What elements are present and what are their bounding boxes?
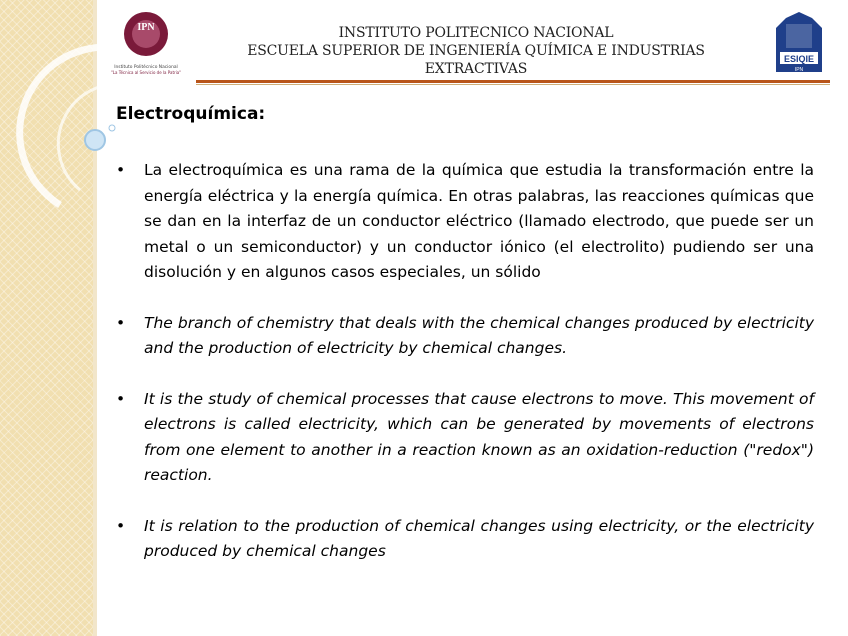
bullet-icon: • xyxy=(116,389,126,408)
bullet-text: The branch of chemistry that deals with the chemical changes produced by electricity and the production of electricity by chemical changes. xyxy=(144,313,814,357)
slide-header xyxy=(96,0,848,86)
ipn-logo-caption-2: "La Técnica al Servicio de la Patria" xyxy=(110,70,182,75)
ipn-logo-icon xyxy=(102,8,192,78)
bullet-icon: • xyxy=(116,516,126,535)
ipn-logo-letters: IPN xyxy=(137,22,155,33)
header-divider xyxy=(196,80,830,83)
institution-line-2: ESCUELA SUPERIOR DE INGENIERÍA QUÍMICA E INDUSTRIAS EXTRACTIVAS xyxy=(247,43,705,77)
bullet-icon: • xyxy=(116,161,126,179)
bullet-item xyxy=(116,311,814,362)
slide-content xyxy=(116,104,814,590)
decorative-bubble-small xyxy=(109,125,115,131)
bullet-text: La electroquímica es una rama de la química que estudia la transformación entre la energía eléctrica y la energía química. En otras palabras, las reacciones químicas que se dan en la interfaz de un conductor eléctrico (llamado electrodo, que puede ser un metal o un semiconductor) y un conductor iónico (el electrolito) pudiendo ser una disolución y en algunos casos especiales, un sólido xyxy=(144,161,814,281)
bullet-icon: • xyxy=(116,313,126,332)
esiqie-logo-label: ESIQIE xyxy=(783,54,815,64)
institution-title xyxy=(196,24,756,78)
bullet-text: It is the study of chemical processes that cause electrons to move. This movement of electrons is called electricity, which can be generated by movements of electrons from one element to another in a reaction known as an oxidation-reduction ("redox") reaction. xyxy=(144,389,814,484)
bullet-text: It is relation to the production of chemical changes using electricity, or the electricity produced by chemical changes xyxy=(144,516,814,560)
decorative-bubble-large xyxy=(85,130,105,150)
esiqie-logo-sub: IPN xyxy=(794,67,804,73)
bullet-item xyxy=(116,158,814,286)
slide-title: Electroquímica: xyxy=(116,104,266,124)
bullet-item xyxy=(116,514,814,565)
institution-line-1: INSTITUTO POLITECNICO NACIONAL xyxy=(338,25,614,41)
ipn-logo-caption-1: Instituto Politécnico Nacional xyxy=(114,65,178,70)
bullet-item xyxy=(116,387,814,489)
esiqie-logo-icon xyxy=(772,8,826,76)
header-divider-thin xyxy=(196,84,830,85)
bullet-list xyxy=(116,158,814,565)
